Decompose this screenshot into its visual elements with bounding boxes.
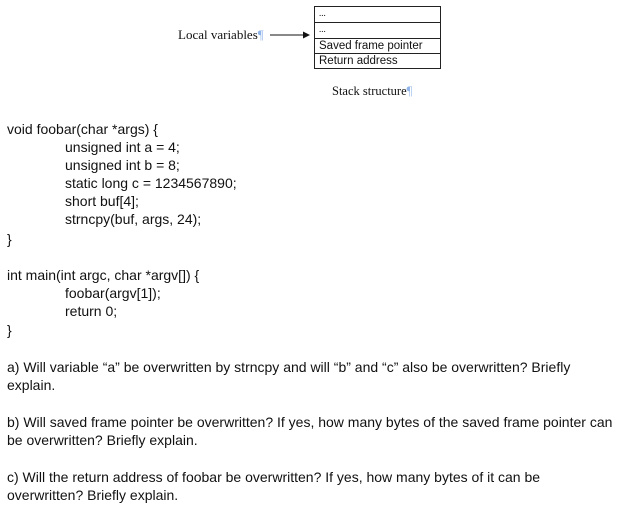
stack-diagram <box>314 6 441 69</box>
question-b: b) Will saved frame pointer be overwritten? If yes, how many bytes of the saved frame pointer can be overwritten? Briefly explain. <box>7 414 613 448</box>
code-line: unsigned int b = 8; <box>65 157 180 173</box>
stack-row-return-address: Return address <box>315 54 440 69</box>
arrow-icon <box>270 29 310 41</box>
code-line: unsigned int a = 4; <box>65 139 180 155</box>
stack-structure-caption <box>332 84 412 99</box>
local-variables-label <box>178 27 264 43</box>
stack-row-ellipsis-2: ... <box>315 23 440 39</box>
question-c: c) Will the return address of foobar be overwritten? If yes, how many bytes of it can be overwritten? Briefly explain. <box>7 469 541 503</box>
stack-caption-text: Stack structure <box>332 84 407 98</box>
local-variables-text: Local variables <box>178 27 258 42</box>
foobar-signature: void foobar(char *args) { <box>7 121 158 137</box>
code-line: return 0; <box>65 303 118 319</box>
pilcrow-mark: ¶ <box>257 27 264 42</box>
code-line: static long c = 1234567890; <box>65 175 237 191</box>
main-closing-brace: } <box>7 322 12 338</box>
stack-row-ellipsis-1: ... <box>315 7 440 23</box>
code-line: short buf[4]; <box>65 193 139 209</box>
stack-row-saved-frame-pointer: Saved frame pointer <box>315 39 440 54</box>
code-line: foobar(argv[1]); <box>65 285 161 301</box>
pilcrow-mark: ¶ <box>406 84 413 98</box>
code-line: strncpy(buf, args, 24); <box>65 211 202 227</box>
main-signature: int main(int argc, char *argv[]) { <box>7 267 200 283</box>
question-a: a) Will variable “a” be overwritten by strncpy and will “b” and “c” also be overwritten? Briefly explain. <box>7 359 571 393</box>
foobar-closing-brace: } <box>7 231 12 247</box>
